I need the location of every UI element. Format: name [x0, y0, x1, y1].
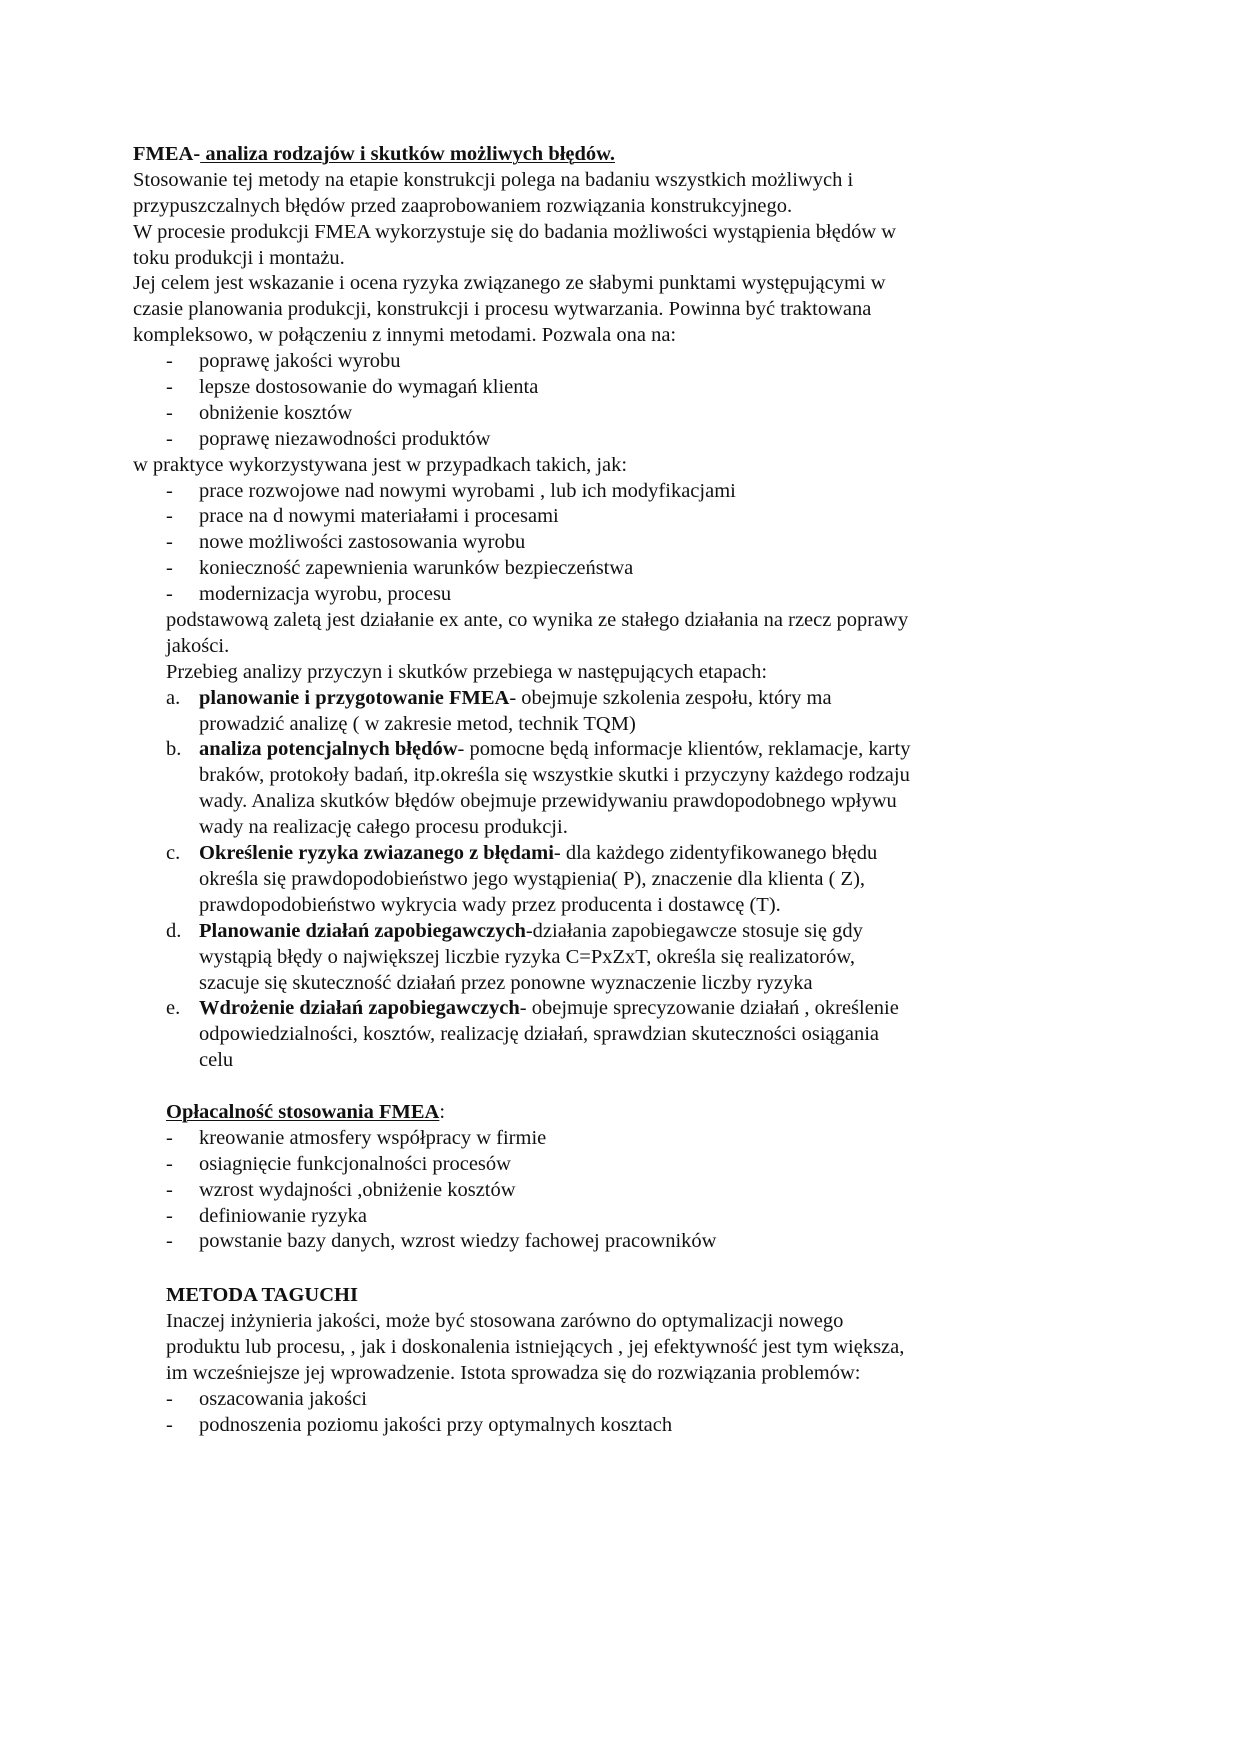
paragraph-line: podstawową zaletą jest działanie ex ante, co wynika ze stałego działania na rzecz poprawy	[166, 609, 909, 632]
dash-bullet: -	[166, 350, 173, 373]
stage-line: wady. Analiza skutków błędów obejmuje przewidywaniu prawdopodobnego wpływu	[199, 790, 897, 813]
stage-line: braków, protokoły badań, itp.określa się wszystkie skutki i przyczyny każdego rodzaju	[199, 764, 910, 787]
list-item-text: obniżenie kosztów	[199, 401, 353, 424]
list-item	[133, 556, 1093, 582]
stages-list	[133, 686, 1093, 1074]
heading-suffix: :	[439, 1100, 446, 1123]
stage-line: prowadzić analizę ( w zakresie metod, technik TQM)	[199, 712, 636, 735]
paragraph-line: produktu lub procesu, , jak i doskonalenia istniejących , jej efektywność jest tym większa,	[166, 1336, 905, 1359]
paragraph-line: jakości.	[166, 634, 230, 657]
taguchi-paragraph	[133, 1309, 1093, 1387]
dash-bullet: -	[166, 1126, 173, 1149]
list-marker: d.	[166, 919, 182, 942]
list-marker: a.	[166, 686, 181, 709]
spacer	[133, 1255, 1093, 1283]
list-item	[133, 504, 1093, 530]
stage-first-line	[133, 841, 1093, 867]
paragraph-line: Stosowanie tej metody na etapie konstrukcji polega na badaniu wszystkich możliwych i	[133, 168, 854, 191]
spacer	[133, 1074, 1093, 1100]
list-item-text: definiowanie ryzyka	[199, 1204, 367, 1227]
stage-line: odpowiedzialności, kosztów, realizację działań, sprawdzian skuteczności osiągania	[199, 1023, 880, 1046]
taguchi-list	[133, 1387, 1093, 1439]
list-item	[166, 1204, 1093, 1230]
stage-text: - obejmuje szkolenia zespołu, który ma	[509, 686, 832, 709]
dash-bullet: -	[166, 583, 173, 606]
stage-first-line	[133, 996, 1093, 1022]
stage-line: wystąpią błędy o największej liczbie ryzyka C=PxZxT, określa się realizatorów,	[199, 945, 855, 968]
fmea-intro	[133, 168, 1093, 349]
list-item	[133, 401, 1093, 427]
list-item	[166, 1413, 1093, 1439]
list-item	[166, 1387, 1093, 1413]
paragraph-line: czasie planowania produkcji, konstrukcji i procesu wytwarzania. Powinna być traktowana	[133, 298, 872, 321]
stage-first-line	[133, 686, 1093, 712]
stage-first-line	[133, 919, 1093, 945]
stages-intro: Przebieg analizy przyczyn i skutków przebiega w następujących etapach:	[166, 660, 768, 683]
list-item	[133, 375, 1093, 401]
paragraph-line: przypuszczalnych błędów przed zaaprobowaniem rozwiązania konstrukcyjnego.	[133, 194, 793, 217]
dash-bullet: -	[166, 427, 173, 450]
stage-line: szacuje się skuteczność działań przez ponowne wyznaczenie liczby ryzyka	[199, 971, 813, 994]
title-prefix: FMEA-	[133, 143, 201, 165]
dash-bullet: -	[166, 557, 173, 580]
list-item-text: wzrost wydajności ,obniżenie kosztów	[199, 1178, 516, 1201]
list-item-text: podnoszenia poziomu jakości przy optymalnych kosztach	[199, 1413, 673, 1436]
usage-list	[133, 479, 1093, 608]
list-item-text: lepsze dostosowanie do wymagań klienta	[199, 376, 539, 399]
paragraph-line: toku produkcji i montażu.	[133, 246, 345, 269]
stage-title: Wdrożenie działań zapobiegawczych	[199, 997, 520, 1020]
stage-title: Określenie ryzyka zwiazanego z błędami	[199, 842, 554, 865]
list-item-text: osiagnięcie funkcjonalności procesów	[199, 1152, 511, 1175]
stage-text: - pomocne będą informacje klientów, reklamacje, karty	[457, 738, 911, 761]
dash-bullet: -	[166, 1204, 173, 1227]
benefits-list	[133, 349, 1093, 453]
list-item	[133, 582, 1093, 608]
section-heading-profitability	[133, 1100, 1093, 1126]
stage-title: Planowanie działań zapobiegawczych	[199, 919, 526, 942]
dash-bullet: -	[166, 505, 173, 528]
dash-bullet: -	[166, 376, 173, 399]
paragraph-line: kompleksowo, w połączeniu z innymi metodami. Pozwala ona na:	[133, 324, 677, 347]
list-item	[133, 479, 1093, 505]
list-item-text: prace rozwojowe nad nowymi wyrobami , lub ich modyfikacjami	[199, 479, 736, 502]
stage-text: - obejmuje sprecyzowanie działań , określenie	[519, 997, 899, 1020]
list-item-text: nowe możliwości zastosowania wyrobu	[199, 531, 526, 554]
stage-line: wady na realizację całego procesu produkcji.	[199, 816, 568, 839]
document-body	[133, 142, 1093, 1439]
list-item-text: oszacowania jakości	[199, 1387, 367, 1410]
profitability-list	[133, 1126, 1093, 1255]
list-item	[133, 349, 1093, 375]
list-item-text: prace na d nowymi materiałami i procesami	[199, 505, 559, 528]
list-marker: b.	[166, 738, 182, 761]
list-item	[166, 1178, 1093, 1204]
dash-bullet: -	[166, 1230, 173, 1253]
list-item	[133, 530, 1093, 556]
heading-text: Opłacalność stosowania FMEA	[166, 1100, 440, 1123]
section-title-fmea	[133, 142, 1093, 168]
dash-bullet: -	[166, 1178, 173, 1201]
list-item-text: poprawę niezawodności produktów	[199, 427, 491, 450]
advantage-paragraph	[133, 608, 1093, 660]
dash-bullet: -	[166, 479, 173, 502]
list-item-text: powstanie bazy danych, wzrost wiedzy fachowej pracowników	[199, 1230, 717, 1253]
stage-line: celu	[199, 1049, 234, 1072]
dash-bullet: -	[166, 1152, 173, 1175]
paragraph-line: W procesie produkcji FMEA wykorzystuje się do badania możliwości wystąpienia błędów w	[133, 220, 897, 243]
stage-item	[133, 737, 1093, 841]
stage-line: prawdopodobieństwo wykrycia wady przez producenta i dostawcę (T).	[199, 893, 781, 916]
stage-item	[133, 996, 1093, 1074]
stage-item	[133, 841, 1093, 919]
dash-bullet: -	[166, 401, 173, 424]
list-item-text: kreowanie atmosfery współpracy w firmie	[199, 1126, 547, 1149]
stage-title: analiza potencjalnych błędów	[199, 738, 458, 761]
stage-first-line	[133, 737, 1093, 763]
list-item	[166, 1126, 1093, 1152]
dash-bullet: -	[166, 531, 173, 554]
usage-intro: w praktyce wykorzystywana jest w przypadkach takich, jak:	[133, 453, 628, 476]
list-marker: e.	[166, 997, 181, 1020]
paragraph-line: im wcześniejsze jej wprowadzenie. Istota sprowadza się do rozwiązania problemów:	[166, 1361, 861, 1384]
stage-text: - dla każdego zidentyfikowanego błędu	[553, 842, 878, 865]
list-item-text: konieczność zapewnienia warunków bezpieczeństwa	[199, 557, 634, 580]
stage-text: -działania zapobiegawcze stosuje się gdy	[525, 919, 863, 942]
dash-bullet: -	[166, 1387, 173, 1410]
list-item	[166, 1152, 1093, 1178]
stage-line: określa się prawdopodobieństwo jego wystąpienia( P), znaczenie dla klienta ( Z),	[199, 867, 866, 890]
title-rest: analiza rodzajów i skutków możliwych błędów.	[200, 143, 615, 165]
dash-bullet: -	[166, 1413, 173, 1436]
paragraph-line: Jej celem jest wskazanie i ocena ryzyka związanego ze słabymi punktami występującymi w	[133, 272, 886, 295]
list-marker: c.	[166, 842, 181, 865]
paragraph-line: Inaczej inżynieria jakości, może być stosowana zarówno do optymalizacji nowego	[166, 1310, 844, 1333]
list-item	[133, 427, 1093, 453]
stage-item	[133, 919, 1093, 997]
stage-title: planowanie i przygotowanie FMEA	[199, 686, 510, 709]
list-item-text: modernizacja wyrobu, procesu	[199, 583, 452, 606]
list-item	[166, 1229, 1093, 1255]
stage-item	[133, 686, 1093, 738]
section-heading-taguchi: METODA TAGUCHI	[166, 1284, 358, 1307]
list-item-text: poprawę jakości wyrobu	[199, 350, 401, 373]
